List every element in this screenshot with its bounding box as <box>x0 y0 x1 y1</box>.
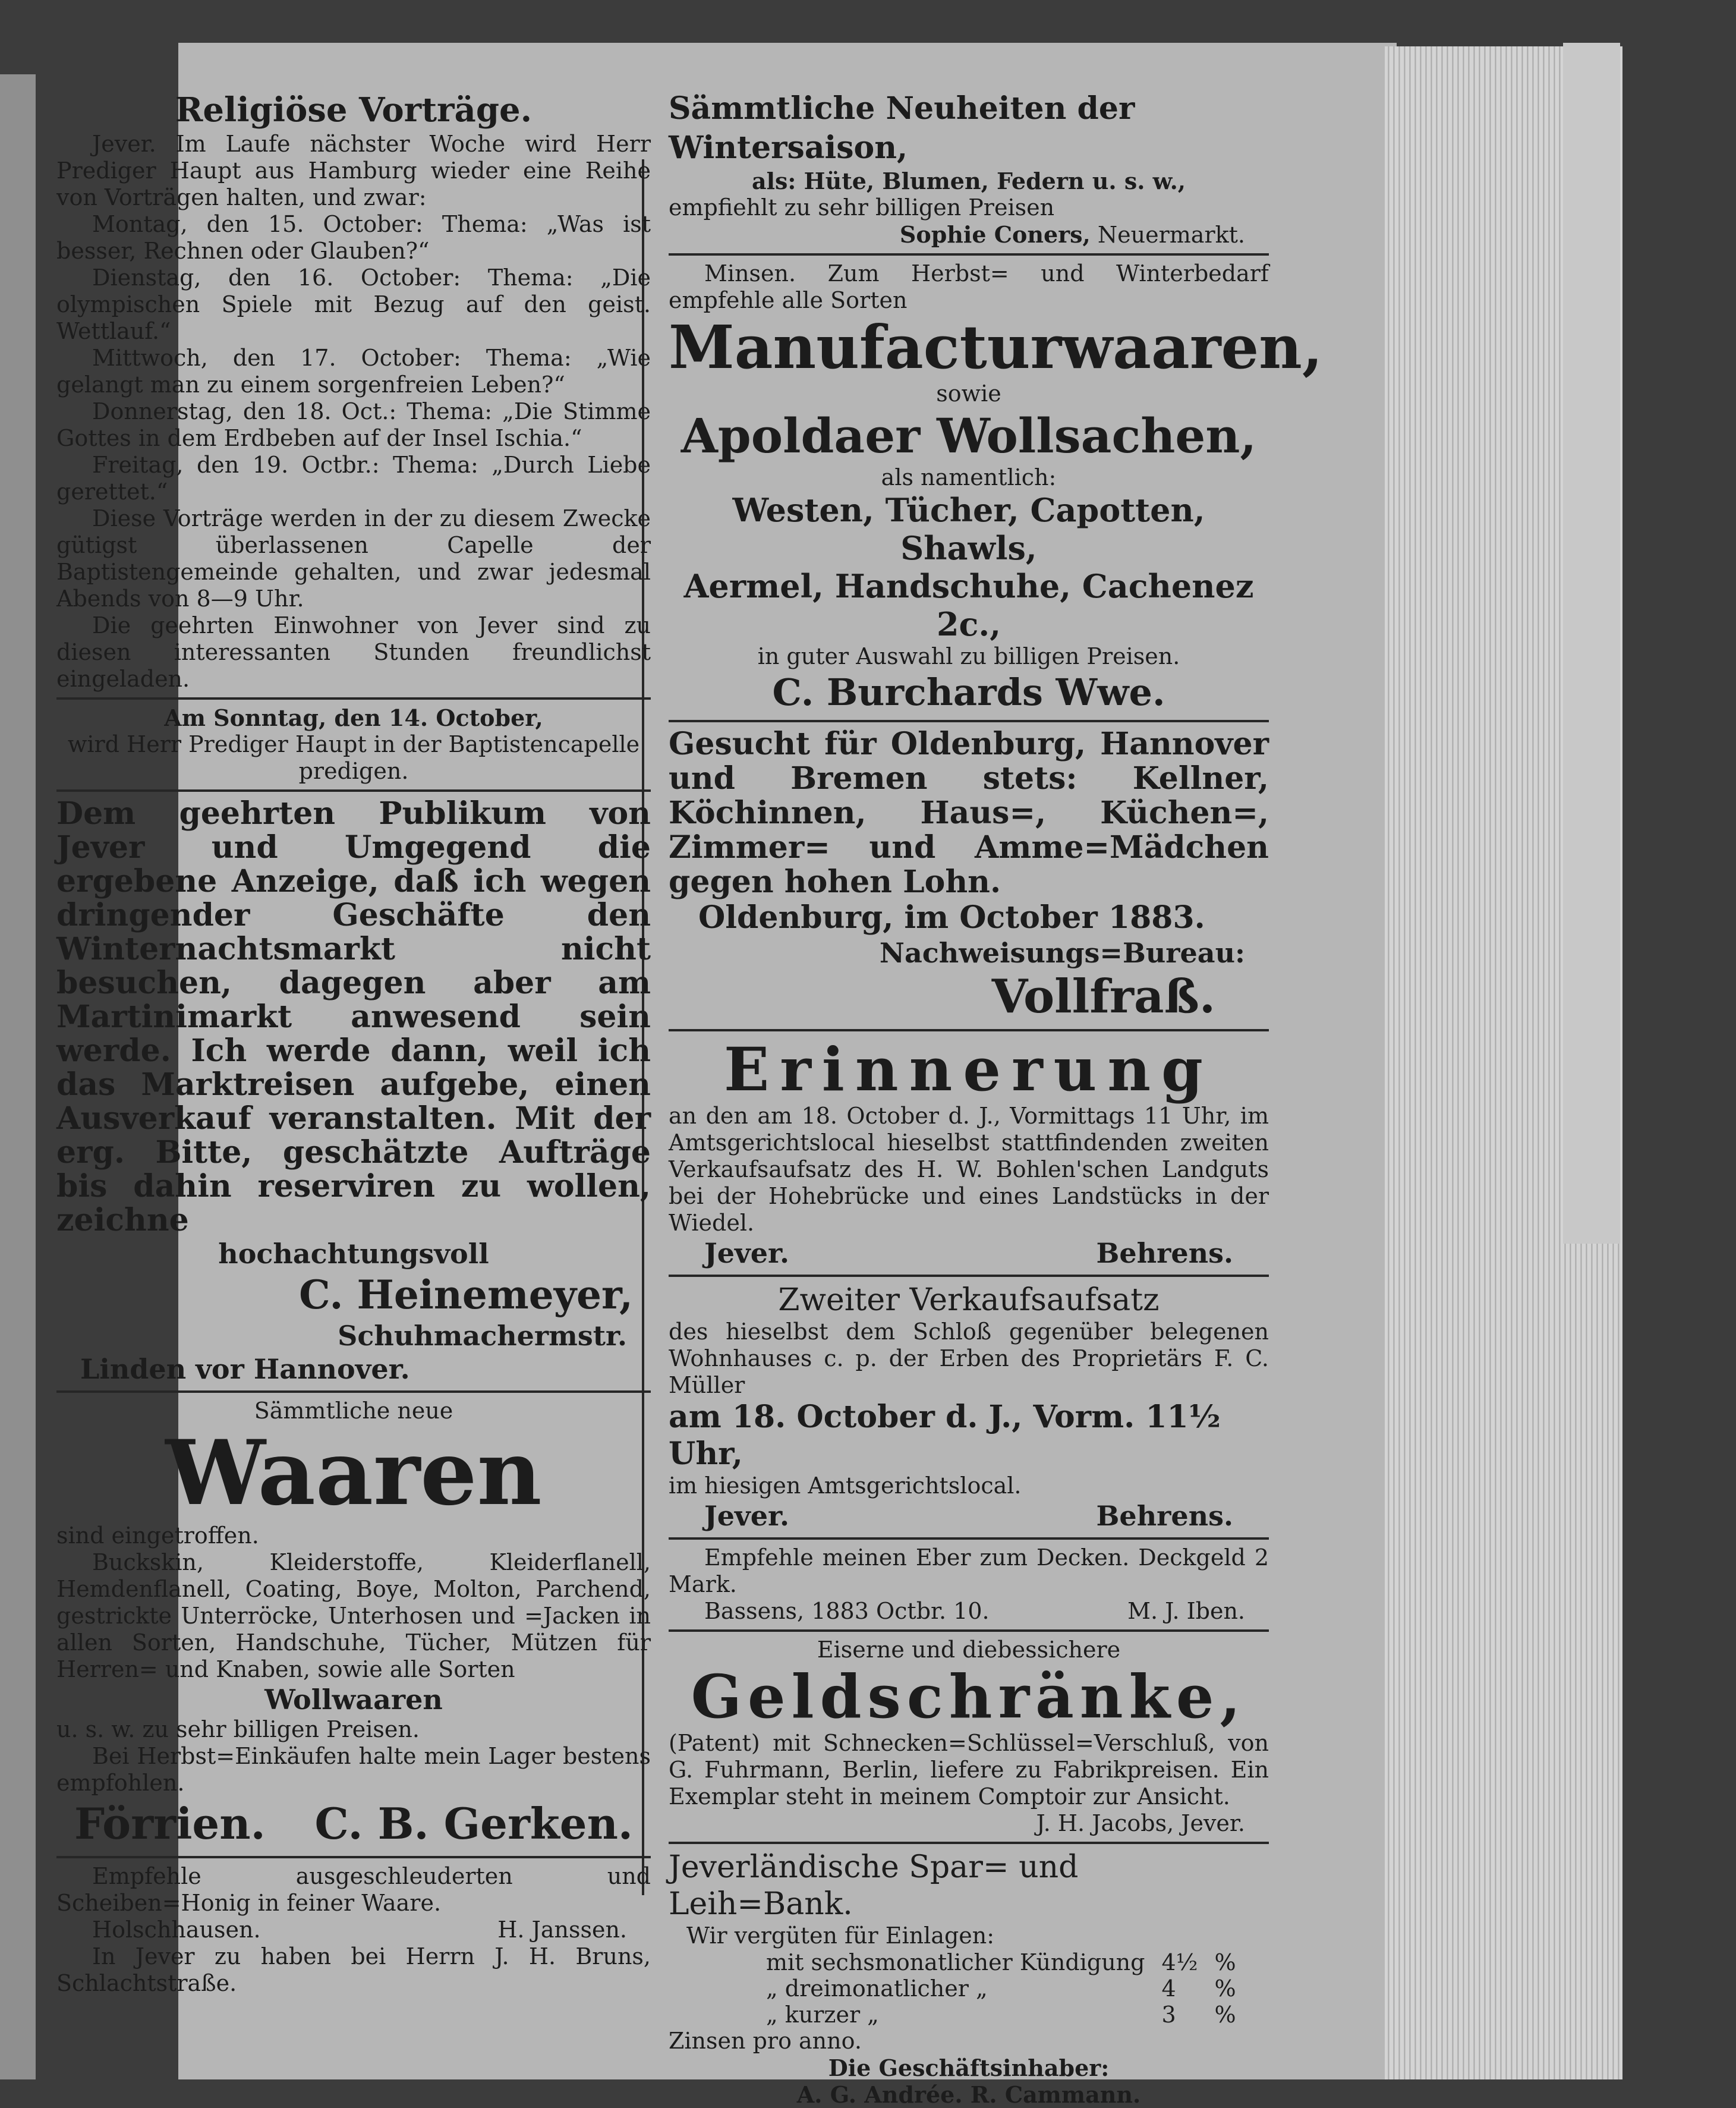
gesucht-name: Vollfraß. <box>991 970 1215 1024</box>
ad-heinemeyer <box>56 797 651 1386</box>
waaren-headline: Waaren <box>165 1421 542 1525</box>
bank-zinsen: Zinsen pro anno. <box>669 2028 862 2054</box>
ad-burchards <box>669 260 1323 715</box>
religion-intro: Jever. Im Laufe nächster Woche wird Herr Prediger Haupt aus Hamburg wieder eine Reihe von Vorträgen halten, und zwar: <box>56 131 651 210</box>
waaren-pre: Sämmtliche neue <box>254 1398 453 1424</box>
table-row <box>758 2002 1244 2028</box>
burchards-intro: Minsen. Zum Herbst= und Winterbedarf empfehle alle Sorten <box>669 260 1269 313</box>
gerken-place: Förrien. <box>74 1798 266 1849</box>
separator-rule <box>669 253 1269 256</box>
talk-item: Freitag, den 19. Octbr.: Thema: „Durch Liebe gerettet.“ <box>56 452 651 505</box>
table-row <box>758 1975 1244 2002</box>
winter-line3: empfiehlt zu sehr billigen Preisen <box>669 194 1055 221</box>
sunday-line: Am Sonntag, den 14. October, <box>164 704 543 731</box>
right-column <box>669 89 1323 2108</box>
religion-title: Religiöse Vorträge. <box>175 90 533 130</box>
separator-rule <box>669 720 1269 722</box>
ad-bank <box>669 1849 1269 2108</box>
eber-place: Bassens, 1883 Octbr. 10. <box>704 1598 990 1624</box>
winter-line2: als: Hüte, Blumen, Federn u. s. w., <box>751 168 1186 194</box>
honey-signature <box>56 1917 651 1943</box>
zweiter-name: Behrens. <box>1096 1500 1233 1532</box>
honey-place: Holschhausen. <box>92 1917 261 1943</box>
separator-rule <box>669 1537 1269 1540</box>
ad-coners <box>669 89 1269 248</box>
separator-rule <box>669 1029 1269 1031</box>
coners-name: Sophie Coners, <box>899 221 1091 248</box>
separator-rule <box>56 789 651 792</box>
geld-pre: Eiserne und diebessichere <box>817 1637 1121 1663</box>
burchards-sowie: sowie <box>936 380 1001 407</box>
rate-unit: % <box>1214 2002 1236 2028</box>
separator-rule <box>56 1390 651 1393</box>
rate-label: „ dreimonatlicher „ <box>766 1975 988 2002</box>
geld-name: J. H. Jacobs, Jever. <box>1036 1810 1245 1836</box>
geld-headline: Geldschränke, <box>691 1662 1247 1732</box>
rate-value: 4 <box>1161 1975 1176 2002</box>
coners-place: Neuermarkt. <box>1097 222 1245 248</box>
gerken-name: C. B. Gerken. <box>314 1798 633 1849</box>
ad-erinnerung <box>669 1036 1269 1270</box>
heinemeyer-place: Linden vor Hannover. <box>80 1353 410 1385</box>
ad-gesucht <box>669 727 1269 1024</box>
table-row <box>758 1949 1244 1975</box>
ad-honey <box>56 1863 651 1997</box>
separator-rule <box>56 1856 651 1858</box>
eber-text: Empfehle meinen Eber zum Decken. Deckgeld 2 Mark. <box>669 1544 1269 1597</box>
erinnerung-title: Erinnerung <box>724 1034 1214 1105</box>
heinemeyer-body: Dem geehrten Publikum von Jever und Umgegend die ergebene Anzeige, daß ich wegen dringender Geschäfte den Winternachtsmarkt nicht besuchen, dagegen aber am Martinimarkt anwesend sein werde. Ich werde dann, weil ich das Marktreisen aufgebe, einen Ausverkauf veranstalten. Mit der erg. Bitte, geschätzte Aufträge bis dahin reserviren zu wollen, zeichne <box>56 795 651 1238</box>
zweiter-place: Jever. <box>704 1500 790 1532</box>
rate-unit: % <box>1214 1975 1236 2002</box>
zweiter-title: Zweiter Verkaufsaufsatz <box>778 1282 1160 1318</box>
waaren-wool: Wollwaaren <box>264 1684 443 1716</box>
waaren-list: Buckskin, Kleiderstoffe, Kleiderflanell, Hemdenflanell, Coating, Boye, Molton, Parchend, gestrickte Unterröcke, Unterhosen und =Jacken in allen Sorten, Handschuhe, Tücher, Mützen für Herren= und Knaben, sowie alle Sorten <box>56 1549 651 1682</box>
ad-geldschraenke <box>669 1637 1269 1837</box>
rate-label: mit sechsmonatlicher Kündigung <box>766 1949 1145 1975</box>
burchards-name: C. Burchards Wwe. <box>772 671 1165 714</box>
eber-signature <box>669 1598 1269 1625</box>
religion-paragraph: Diese Vorträge werden in der zu diesem Zwecke gütigst überlassenen Capelle der Baptistengemeinde gehalten, und zwar jedesmal Abends von 8—9 Uhr. <box>56 505 651 612</box>
burchards-head1: Manufacturwaaren, <box>669 312 1323 382</box>
erinnerung-signature <box>669 1237 1269 1270</box>
burchards-items2: Aermel, Handschuhe, Cachenez 2c., <box>683 567 1254 643</box>
separator-rule <box>669 1275 1269 1277</box>
rate-value: 4½ <box>1161 1949 1198 1975</box>
eber-name: M. J. Iben. <box>1127 1598 1245 1624</box>
page-stack-top <box>1563 43 1620 1244</box>
sunday-line: wird Herr Prediger Haupt in der Baptistencapelle predigen. <box>67 731 640 784</box>
separator-rule <box>56 697 651 700</box>
left-column <box>56 89 651 1997</box>
bank-intro: Wir vergüten für Einlagen: <box>686 1923 995 1949</box>
zweiter-date: am 18. October d. J., Vorm. 11½ Uhr, <box>669 1399 1221 1472</box>
separator-rule <box>669 1842 1269 1844</box>
talk-item: Donnerstag, den 18. Oct.: Thema: „Die Stimme Gottes in dem Erdbeben auf der Insel Ischia.“ <box>56 398 651 451</box>
bank-owners: A. G. Andrée. R. Cammann. <box>796 2081 1141 2108</box>
zweiter-text: des hieselbst dem Schloß gegenüber belegenen Wohnhauses c. p. der Erben des Proprietärs F. C. Müller <box>669 1319 1269 1398</box>
ad-religious-lectures <box>56 89 651 693</box>
religion-paragraph: Die geehrten Einwohner von Jever sind zu diesen interessanten Stunden freundlichst eingeladen. <box>56 612 651 692</box>
burchards-head2: Apoldaer Wollsachen, <box>680 408 1257 464</box>
geld-text: (Patent) mit Schnecken=Schlüssel=Verschluß, von G. Fuhrmann, Berlin, liefere zu Fabrikpreisen. Ein Exemplar steht in meinem Comptoir zur Ansicht. <box>669 1730 1269 1810</box>
burchards-quality: in guter Auswahl zu billigen Preisen. <box>757 643 1180 669</box>
gesucht-place: Oldenburg, im October 1883. <box>698 899 1205 936</box>
separator-rule <box>669 1629 1269 1632</box>
bank-owners-label: Die Geschäftsinhaber: <box>828 2054 1110 2081</box>
coners-signature <box>669 221 1269 248</box>
waaren-arrived: sind eingetroffen. <box>56 1522 259 1549</box>
winter-line1: Sämmtliche Neuheiten der Wintersaison, <box>669 90 1135 166</box>
waaren-cheap: u. s. w. zu sehr billigen Preisen. <box>56 1716 420 1742</box>
zweiter-local: im hiesigen Amtsgerichtslocal. <box>669 1473 1022 1499</box>
burchards-items1: Westen, Tücher, Capotten, Shawls, <box>732 491 1205 567</box>
gerken-signature <box>56 1796 651 1851</box>
rate-unit: % <box>1214 1949 1236 1975</box>
erinnerung-place: Jever. <box>704 1237 790 1269</box>
ad-zweiter-verkauf <box>669 1282 1269 1533</box>
rate-value: 3 <box>1161 2002 1176 2028</box>
ad-eber <box>669 1544 1269 1625</box>
bank-rates-table <box>758 1949 1244 2028</box>
heinemeyer-name: C. Heinemeyer, <box>299 1272 633 1318</box>
talk-item: Dienstag, den 16. October: Thema: „Die olympischen Spiele mit Bezug auf den geist. Wettlauf.“ <box>56 265 651 344</box>
erinnerung-name: Behrens. <box>1096 1237 1233 1269</box>
bank-title: Jeverländische Spar= und Leih=Bank. <box>669 1849 1079 1922</box>
zweiter-signature <box>669 1499 1269 1533</box>
gesucht-bureau: Nachweisungs=Bureau: <box>879 937 1245 969</box>
honey-text: Empfehle ausgeschleuderten und Scheiben=Honig in feiner Waare. <box>56 1863 651 1916</box>
honey-name: H. Janssen. <box>497 1917 627 1943</box>
honey-sold: In Jever zu haben bei Herrn J. H. Bruns, Schlachtstraße. <box>56 1943 651 1996</box>
heinemeyer-title: Schuhmachermstr. <box>338 1320 627 1352</box>
erinnerung-text: an den am 18. October d. J., Vormittags 11 Uhr, im Amtsgerichtslocal hieselbst stattfindenden zweiten Verkaufsaufsatz des H. W. Bohlen'schen Landguts bei der Hohebrücke und eines Landstücks in der Wiedel. <box>669 1103 1269 1236</box>
previous-page-edge <box>0 74 36 2079</box>
ad-sunday-sermon <box>56 704 651 785</box>
talk-item: Mittwoch, den 17. October: Thema: „Wie gelangt man zu einem sorgenfreien Leben?“ <box>56 345 651 398</box>
ad-gerken <box>56 1398 651 1851</box>
heinemeyer-closing: hochachtungsvoll <box>218 1238 489 1270</box>
gesucht-text: Gesucht für Oldenburg, Hannover und Bremen stets: Kellner, Köchinnen, Haus=, Küchen=, Zimmer= und Amme=Mädchen gegen hohen Lohn. <box>669 726 1269 900</box>
burchards-namentlich: als namentlich: <box>881 464 1057 490</box>
talk-item: Montag, den 15. October: Thema: „Was ist besser, Rechnen oder Glauben?“ <box>56 211 651 264</box>
waaren-stock: Bei Herbst=Einkäufen halte mein Lager bestens empfohlen. <box>56 1743 651 1796</box>
rate-label: „ kurzer „ <box>766 2002 879 2028</box>
